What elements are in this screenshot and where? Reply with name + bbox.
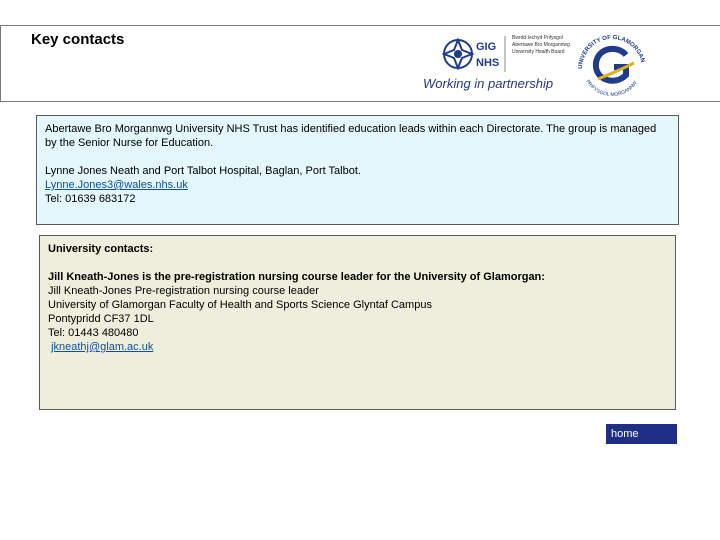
- partnership-tagline: Working in partnership: [423, 76, 554, 91]
- course-leader-heading: Jill Kneath-Jones is the pre-registration nursing course leader for the University of Glamorgan:: [48, 271, 545, 283]
- university-heading: University contacts:: [48, 243, 154, 255]
- home-button[interactable]: home: [606, 424, 677, 444]
- trust-email-link[interactable]: Lynne.Jones3@wales.nhs.uk: [45, 179, 188, 191]
- g-swirl-icon: [596, 49, 626, 81]
- university-line: University of Glamorgan Faculty of Health and Sports Science Glyntaf Campus: [48, 299, 432, 311]
- university-line: Tel: 01443 480480: [48, 327, 139, 339]
- trust-phone: Tel: 01639 683172: [45, 193, 136, 205]
- university-arc-top: UNIVERSITY OF GLAMORGAN: [577, 34, 646, 70]
- svg-text:UNIVERSITY OF GLAMORGAN: [578, 35, 645, 69]
- trust-intro: Abertawe Bro Morgannwg University NHS Trust has identified education leads within each Directorate. The group is managed by the Senior Nurse for Education.: [45, 123, 657, 149]
- university-line: Pontypridd CF37 1DL: [48, 313, 154, 325]
- celtic-knot-icon: [444, 40, 472, 68]
- page-title: Key contacts: [31, 31, 125, 48]
- university-line: Jill Kneath-Jones Pre-registration nursing course leader: [48, 285, 319, 297]
- trust-contacts-box: [36, 115, 679, 225]
- university-contacts-box: [39, 235, 676, 410]
- university-logo: [574, 29, 650, 105]
- university-email-link[interactable]: jkneathj@glam.ac.uk: [51, 341, 154, 353]
- university-arc-bottom: PRIFYSGOL MORGANNW: [584, 78, 639, 99]
- nhs-board-name: Bwrdd Iechyd Prifysgol Abertawe Bro Morgannwg University Health Board: [512, 35, 570, 55]
- gig-wordmark: GIG: [476, 41, 497, 53]
- trust-contact-line: Lynne Jones Neath and Port Talbot Hospital, Baglan, Port Talbot.: [45, 165, 361, 177]
- nhs-wordmark: NHS: [476, 57, 500, 69]
